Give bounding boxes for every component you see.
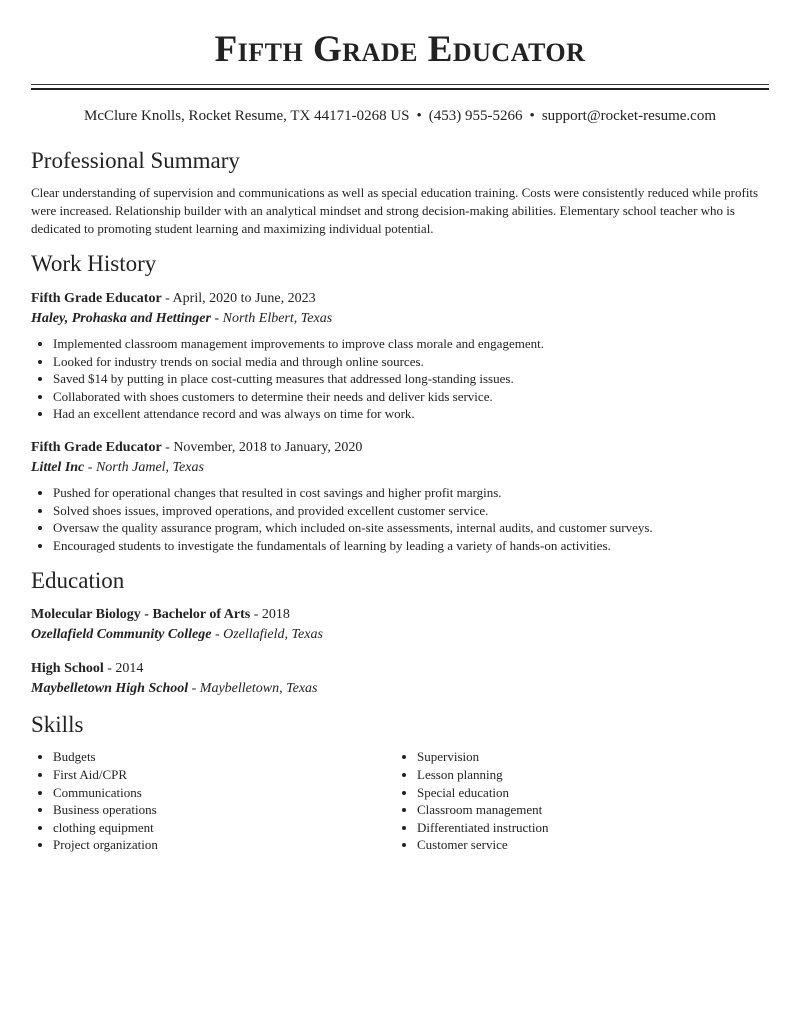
skill-item: • Lesson planning (417, 766, 759, 784)
skill-item: • First Aid/CPR (53, 766, 395, 784)
education-year: - 2014 (103, 661, 144, 677)
skill-item: • Business operations (53, 801, 395, 819)
skills-columns (31, 748, 769, 854)
education-entry (31, 605, 769, 644)
job-bullets (31, 484, 769, 554)
education-header (31, 659, 769, 678)
job-bullet: • Collaborated with shoes customers to determine their needs and deliver kids service. (53, 388, 769, 406)
skill-item: • clothing equipment (53, 819, 395, 837)
contact-address: McClure Knolls, Rocket Resume, TX 44171-0268 US (83, 108, 410, 124)
job-dates: - November, 2018 to January, 2020 (161, 439, 363, 455)
job-entry (31, 438, 769, 554)
job-bullets (31, 335, 769, 423)
job-bullet: • Implemented classroom management improvements to improve class morale and engagement. (53, 335, 769, 353)
job-bullet: • Pushed for operational changes that resulted in cost savings and higher profit margins. (53, 484, 769, 502)
job-bullet: • Looked for industry trends on social media and through online sources. (53, 353, 769, 371)
job-header (31, 438, 769, 457)
contact-phone: (453) 955-5266 (428, 108, 523, 124)
work-history-heading: Work History (31, 251, 157, 276)
resume-name: Fifth Grade Educator (214, 29, 586, 70)
skill-item: • Communications (53, 784, 395, 802)
job-location: - North Elbert, Texas (210, 311, 333, 326)
skill-item: • Project organization (53, 836, 395, 854)
education-school: Maybelletown High School (31, 681, 189, 697)
job-bullet: • Solved shoes issues, improved operations, and provided excellent customer service. (53, 502, 769, 520)
header-divider-thick (31, 88, 769, 90)
job-employer (31, 458, 769, 477)
job-bullet: • Saved $14 by putting in place cost-cutting measures that addressed long-standing issues. (53, 370, 769, 388)
skills-heading: Skills (31, 712, 84, 738)
skill-item: • Special education (417, 784, 759, 802)
education-school: Ozellafield Community College (31, 627, 212, 643)
education-year: - 2018 (250, 607, 290, 623)
summary-text: Clear understanding of supervision and communications as well as special education training. Costs were consistently reduced while profits were increased. Relationship builder with an analytical mindset and strong decision-making abilities. Elementary school teacher who is dedicated to promoting student learning and maximizing individual potential. (31, 185, 759, 236)
skills-list-right (395, 748, 759, 854)
education-degree: High School (31, 661, 104, 677)
education-school-line (31, 679, 769, 698)
contact-line (31, 107, 769, 125)
skill-item: • Classroom management (417, 801, 759, 819)
contact-separator: • (416, 108, 422, 124)
job-bullet: • Oversaw the quality assurance program, which included on-site assessments, internal audits, and customer surveys. (53, 519, 769, 537)
skill-item: • Budgets (53, 748, 395, 766)
education-school-line (31, 625, 769, 644)
summary-heading: Professional Summary (31, 148, 240, 173)
job-bullet: • Encouraged students to investigate the fundamentals of learning by leading a variety of hands-on activities. (53, 537, 769, 555)
education-entry (31, 659, 769, 698)
job-company: Littel Inc (31, 459, 85, 475)
header-divider-thin (31, 84, 769, 85)
job-entry (31, 289, 769, 423)
education-location: - Maybelletown, Texas (188, 681, 318, 697)
skill-item: • Customer service (417, 836, 759, 854)
skill-item: • Supervision (417, 748, 759, 766)
contact-email: support@rocket-resume.com (541, 108, 716, 124)
job-bullet: • Had an excellent attendance record and was always on time for work. (53, 405, 769, 423)
education-header (31, 605, 769, 624)
job-employer (31, 309, 769, 328)
education-degree: Molecular Biology - Bachelor of Arts (31, 607, 251, 623)
skills-list-left (31, 748, 395, 854)
education-location: - Ozellafield, Texas (211, 627, 323, 643)
contact-separator: • (529, 108, 535, 124)
education-heading: Education (31, 568, 125, 594)
job-header (31, 289, 769, 308)
job-role: Fifth Grade Educator (31, 291, 162, 306)
job-dates: - April, 2020 to June, 2023 (161, 291, 316, 306)
job-location: - North Jamel, Texas (84, 459, 204, 475)
job-role: Fifth Grade Educator (31, 439, 162, 455)
skill-item: • Differentiated instruction (417, 819, 759, 837)
job-company: Haley, Prohaska and Hettinger (31, 311, 211, 326)
